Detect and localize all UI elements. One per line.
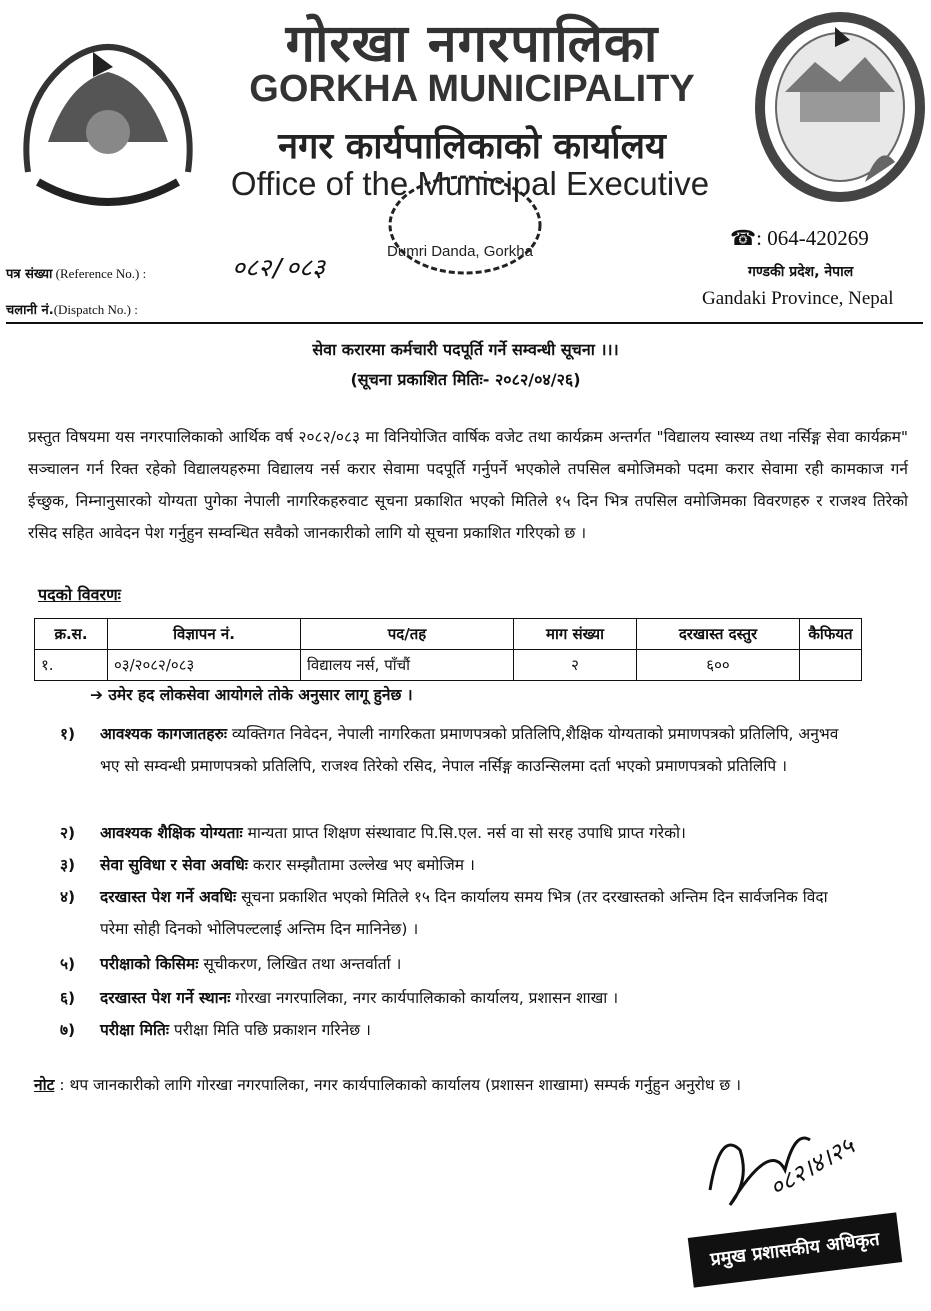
- province-nepali: गण्डकी प्रदेश, नेपाल: [748, 264, 854, 280]
- list-item: ७) परीक्षा मितिः परीक्षा मिति पछि प्रकाशन गरिनेछ ।: [60, 1021, 371, 1039]
- col-remarks: कैफियत: [800, 619, 862, 650]
- col-position: पद/तह: [301, 619, 514, 650]
- office-address: Dumri Danda, Gorkha: [387, 243, 533, 260]
- col-ad-number: विज्ञापन नं.: [108, 619, 301, 650]
- list-item: २) आवश्यक शैक्षिक योग्यताः मान्यता प्राप्त शिक्षण संस्थावाट पि.सि.एल. नर्स वा सो सरह उपाधि प्राप्त गरेको।: [60, 824, 686, 842]
- table-header-row: [35, 619, 862, 650]
- cell-position: विद्यालय नर्स, पाँचौं: [301, 650, 514, 681]
- office-title-nepali: नगर कार्यपालिकाको कार्यालय: [278, 126, 666, 167]
- signature-date: ०८२।४।२५: [764, 1131, 860, 1203]
- col-demand: माग संख्या: [514, 619, 637, 650]
- list-item: १) आवश्यक कागजातहरुः व्यक्तिगत निवेदन, नेपाली नागरिकता प्रमाणपत्रको प्रतिलिपि,शैक्षिक योग्यताको प्रमाणपत्रको प्रतिलिपि, अनुभव भए सो सम्वन्धी प्रमाणपत्रको प्रतिलिपि, राजश्व तिरेको रसिद, नेपाल नर्सिङ्ग काउन्सिलमा दर्ता भएको प्रमाणपत्रको प्रतिलिपि ।: [60, 725, 839, 775]
- cell-fee: ६००: [637, 650, 800, 681]
- notice-title: सेवा करारमा कर्मचारी पदपूर्ति गर्ने सम्वन्धी सूचना ।।।: [312, 340, 619, 359]
- list-item: ३) सेवा सुविधा र सेवा अवधिः करार सम्झौतामा उल्लेख भए बमोजिम ।: [60, 856, 475, 874]
- table-row: [35, 650, 862, 681]
- footer-note: नोट : थप जानकारीको लागि गोरखा नगरपालिका, नगर कार्यपालिकाको कार्यालय (प्रशासन शाखामा) सम्पर्क गर्नुहुन अनुरोध छ ।: [34, 1076, 742, 1094]
- municipality-logo: [755, 12, 925, 202]
- province-english: Gandaki Province, Nepal: [702, 288, 894, 309]
- age-limit-note: ➔ उमेर हद लोकसेवा आयोगले तोके अनुसार लागू हुनेछ ।: [90, 686, 413, 704]
- col-fee: दरखास्त दस्तुर: [637, 619, 800, 650]
- col-serial: क्र.स.: [35, 619, 108, 650]
- post-table: [34, 618, 862, 681]
- post-details-heading: पदको विवरणः: [38, 585, 121, 604]
- notice-date: (सूचना प्रकाशित मितिः- २०८२/०४/२६): [350, 370, 581, 389]
- office-title-english: Office of the Municipal Executive: [230, 165, 710, 202]
- list-item: ४) दरखास्त पेश गर्ने अवधिः सूचना प्रकाशित भएको मितिले १५ दिन कार्यालय समय भित्र (तर दरखास्तको अन्तिम दिन सार्वजनिक विदा परेमा सोही दिनको भोलिपल्टलाई अन्तिम दिन मानिनेछ) ।: [60, 888, 828, 938]
- phone-icon: ☎: [730, 226, 757, 250]
- municipality-title-english: GORKHA MUNICIPALITY: [249, 68, 695, 110]
- reference-number-label: पत्र संख्या (Reference No.) :: [6, 266, 147, 282]
- reference-number-value: ०८२/०८३: [232, 253, 326, 282]
- cell-serial: १.: [35, 650, 108, 681]
- cell-ad-number: ०३/२०८२/०८३: [108, 650, 301, 681]
- cell-demand: २: [514, 650, 637, 681]
- cell-remarks: [800, 650, 862, 681]
- list-item: ६) दरखास्त पेश गर्ने स्थानः गोरखा नगरपालिका, नगर कार्यपालिकाको कार्यालय, प्रशासन शाखा ।: [60, 989, 619, 1007]
- dispatch-number-label: चलानी नं.(Dispatch No.) :: [6, 302, 138, 318]
- notice-paragraph: प्रस्तुत विषयमा यस नगरपालिकाको आर्थिक वर्ष २०८२/०८३ मा विनियोजित वार्षिक वजेट तथा कार्यक्रम अन्तर्गत "विद्यालय स्वास्थ्य तथा नर्सिङ्ग सेवा कार्यक्रम" सञ्चालन गर्न रिक्त रहेको विद्यालयहरुमा विद्यालय नर्स करार सेवामा पदपूर्ति गर्नुपर्ने भएकोले तपसिल बमोजिमको पदमा करार सेवामा रही कामकाज गर्न ईच्छुक, निम्नानुसारको योग्यता पुगेका नेपाली नागरिकहरुवाट सूचना प्रकाशित भएको मितिले १५ दिन भित्र तपसिल वमोजिमका विवरणहरु र राजश्व तिरेको रसिद सहित आवेदन पेश गर्नुहुन सम्वन्धित सवैको जानकारीको लागि यो सूचना प्रकाशित गरिएको छ ।: [28, 428, 908, 542]
- nepal-emblem-logo: [8, 22, 208, 222]
- official-title-stamp: प्रमुख प्रशासकीय अधिकृत: [688, 1212, 903, 1287]
- header-divider: [6, 322, 923, 324]
- list-item: ५) परीक्षाको किसिमः सूचीकरण, लिखित तथा अन्तर्वार्ता ।: [60, 955, 402, 973]
- office-round-stamp: [380, 170, 550, 280]
- phone-number: ☎: 064-420269: [730, 226, 869, 250]
- municipality-title-nepali: गोरखा नगरपालिका: [285, 14, 659, 74]
